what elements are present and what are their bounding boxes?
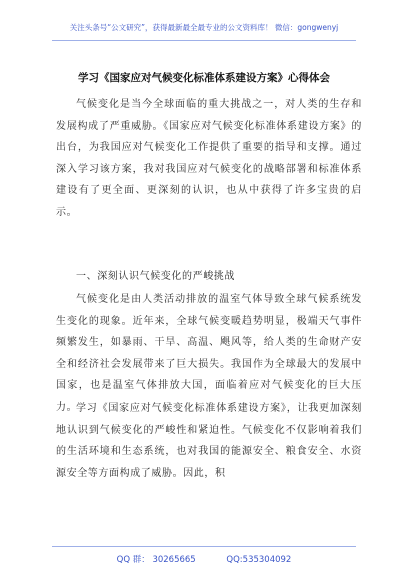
footer [0,553,408,565]
section-heading: 一、深刻认识气候变化的严峻挑战 [76,271,235,282]
paragraph-study: 学习《国家应对气候变化标准体系建设方案》，让我更加深刻地认识到气候变化的严峻性和紧迫性。气候变化不仅影响着我们的生活环境和生态系统，也对我国的能源安全、粮食安全、水资源安全等方面构成了威胁。因此，积 [56,403,362,479]
footer-divider [52,546,356,547]
paragraph-intro: 气候变化是当今全球面临的重大挑战之一，对人类的生存和发展构成了严重威胁。《国家应对气候变化标准体系建设方案》的出台，为我国应对气候变化工作提供了重要的指导和支撑。通过深入学习该方案，我对我国应对气候变化的战略部署和标准体系建设有了更全面、更深刻的认识，也从中获得了许多宝贵的启示。 [56,99,362,218]
footer-qq-group: QQ 群： 30265665 [116,555,196,565]
document-title: 学习《国家应对气候变化标准体系建设方案》心得体会 [78,72,330,84]
header-banner: 关注头条号“公文研究”，获得最新最全最专业的公文资料库！ 微信：gongwenyj [69,23,339,32]
header-divider [52,40,356,41]
footer-qq: QQ:535304092 [226,555,292,565]
paragraph-climate-change: 气候变化是由人类活动排放的温室气体导致全球气候系统发生变化的现象。近年来，全球气候变暖趋势明显，极端天气事件频繁发生，如暴雨、干旱、高温、飓风等，给人类的生命财产安全和经济社会发展带来了巨大损失。我国作为全球最大的发展中国家，也是温室气体排放大国，面临着应对气候变化的巨大压力。 [56,294,362,413]
